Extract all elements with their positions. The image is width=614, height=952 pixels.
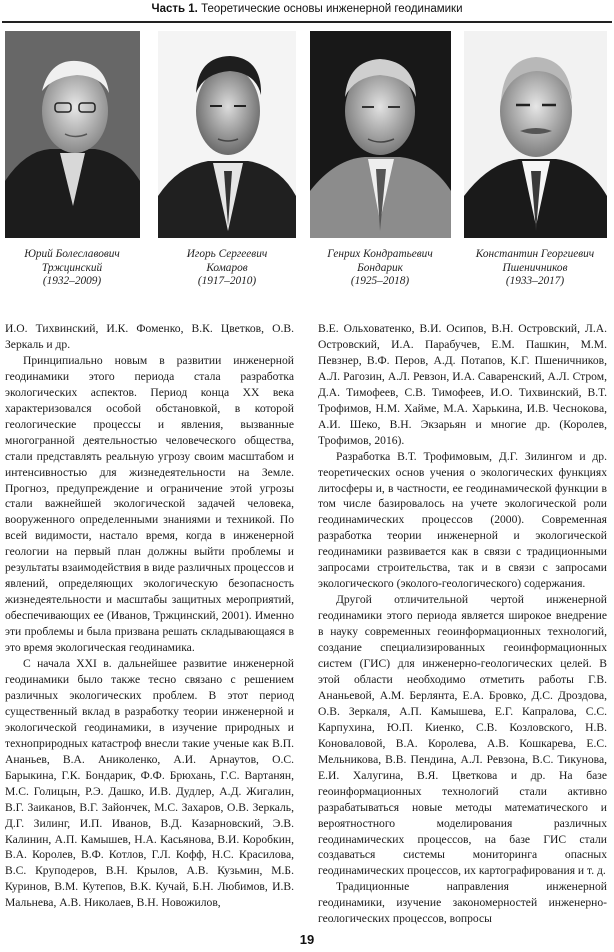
paragraph-right-2: Разработка В.Т. Трофимовым, Д.Г. Зилингом и др. теоретических основ учения о экологических функциях литосферы и, в частности, ее геодинамической функции в том числе базировалось на учете экологической роли геодинамических процессов (2000). Современная разработка теории инженерной и экологической геодинамики развивается как в связи с традиционными запросами строительства, так и в связи с запросами экологического (эколого-геологического) содержания. xyxy=(318,449,607,591)
portrait-caption-komarov xyxy=(152,248,302,289)
header-part-label: Часть 1. xyxy=(151,3,198,15)
running-header xyxy=(0,0,614,22)
portrait-caption-bondarik xyxy=(305,248,455,289)
portrait-photo-trzhtsinsky xyxy=(5,31,140,238)
body-column-left xyxy=(5,321,294,911)
caption-name-line1: Генрих Кондратьевич xyxy=(327,248,433,260)
caption-name-line1: Юрий Болеславович xyxy=(24,248,120,260)
caption-years: (1933–2017) xyxy=(505,275,565,287)
caption-name-line2: Пшеничников xyxy=(502,261,568,274)
caption-name-line1: Константин Георгиевич xyxy=(475,248,595,260)
portrait-caption-trzhtsinsky xyxy=(0,248,147,289)
paragraph-left-2: Принципиально новым в развитии инженерной геодинамики этого периода стала разработка экологических аспектов. Период конца XX века характеризовался особой обстановкой, в которой геологические процессы и явления, вызванные многогранной деятельностью человеческого общества, стали представлять реальную угрозу своим масштабом и интенсивностью для жизнедеятельности на Земле. Прогноз, предупреждение и ограничение этой угрозы стали важнейшей экологической задачей человека, вооруженного определенными знаниями и техникой. По всей видимости, настало время, когда в инженерной геологии на первый план должны выйти проблемы и результаты взаимодействия в виде различных процессов и явлений, определяющих экологическую безопасность жизнедеятельности и масштабы защитных мероприятий, обеспечивающих ее (Иванов, Тржцинский, 2001). Именно эти проблемы и была призвана решать складывающаяся в это время экологическая геодинамика. xyxy=(5,353,294,655)
body-column-right xyxy=(318,321,607,927)
portrait-caption-pshenichnikov xyxy=(460,248,610,289)
caption-years: (1932–2009) xyxy=(42,275,102,287)
portrait-photo-komarov xyxy=(158,31,296,238)
caption-name-line2: Комаров xyxy=(206,261,248,274)
caption-years: (1925–2018) xyxy=(350,275,410,287)
portrait-photo-bondarik xyxy=(310,31,451,238)
header-part-title: Теоретические основы инженерной геодинамики xyxy=(201,3,463,15)
header-title xyxy=(0,3,614,15)
page-number: 19 xyxy=(299,932,315,947)
portrait-photo-pshenichnikov xyxy=(464,31,607,238)
header-divider xyxy=(2,21,612,23)
caption-name-line1: Игорь Сергеевич xyxy=(186,248,268,260)
caption-name-line2: Тржцинский xyxy=(41,261,103,274)
paragraph-right-1: В.Е. Ольховатенко, В.И. Осипов, В.Н. Островский, Л.А. Островский, И.А. Парабучев, Е.М. Пашкин, М.М. Певзнер, В.Ф. Перов, А.Д. Потапов, К.Г. Пшеничников, А.Л. Рагозин, А.Л. Ревзон, И.А. Саваренский, А.Л. Стром, Д.А. Тимофеев, С.В. Тимофеев, И.О. Тихвинский, В.Т. Трофимов, Н.М. Хайме, М.А. Харькина, И.В. Чеснокова, А.И. Шеко, В.Н. Экзарьян и многие др. (Королев, Трофимов, 2016). xyxy=(318,322,607,447)
paragraph-right-3: Другой отличительной чертой инженерной геодинамики этого периода является широкое внедрение в науку современных геоинформационных технологий, создание специализированных геоинформационных систем (ГИС) для инженерно-геологических целей. В этой области необходимо отметить работы Г.В. Ананьевой, А.М. Берлянта, Е.А. Бровко, Д.С. Дроздова, О.В. Зеркаля, А.П. Камышева, Е.Г. Капралова, С.С. Карпухина, Ю.П. Киенко, С.В. Козловского, Н.В. Коноваловой, В.А. Королева, А.В. Кошкарева, Е.С. Мельниковa, В.В. Пендина, А.Л. Ревзона, В.С. Тикунова, Е.И. Халугина, В.Я. Цветкова и др. На базе геоинформационных технологий стали активно разрабатываться новые методы математического и вероятностного моделирования различных геодинамических процессов, на базе ГИС стали создаваться системы мониторинга опасных геодинамических процессов, их картографирования и т. д. xyxy=(318,593,607,878)
paragraph-left-3: С начала XXI в. дальнейшее развитие инженерной геодинамики было также тесно связано с решением различных экологических проблем. В этот период существенный вклад в разработку теории инженерной и экологической геодинамики, в изучение природных и технoприродных катастроф внесли такие ученые как В.П. Ананьев, В.А. Аниколенко, А.И. Арнаутов, О.С. Барыкина, Г.К. Бондарик, Ф.Ф. Брюхань, Г.С. Вартанян, М.С. Голицын, Р.Э. Дашко, И.В. Дудлер, А.Д. Жигалин, В.Г. Заиканов, В.Г. Зайончек, М.С. Захаров, О.В. Зеркаль, Д.Г. Зилинг, И.П. Иванов, В.Д. Казарновский, Э.В. Калинин, А.П. Камышев, Н.А. Касьянова, В.И. Коробкин, В.А. Королев, В.Ф. Котлов, Г.Л. Кофф, Н.С. Красилова, В.С. Круподеров, В.Н. Крылов, А.В. Кузьмин, М.Б. Куринов, В.М. Кутепов, В.К. Кучай, Б.Н. Любимов, И.В. Мальнева, А.В. Николаев, В.Н. Новожилов, xyxy=(5,657,294,910)
paragraph-left-1: И.О. Тихвинский, И.К. Фоменко, В.К. Цветков, О.В. Зеркаль и др. xyxy=(5,322,294,351)
caption-name-line2: Бондарик xyxy=(357,261,403,274)
caption-years: (1917–2010) xyxy=(197,275,257,287)
paragraph-right-4: Традиционные направления инженерной геодинамики, изучение закономерностей инженерно-геологических процессов, вопросы xyxy=(318,880,607,926)
